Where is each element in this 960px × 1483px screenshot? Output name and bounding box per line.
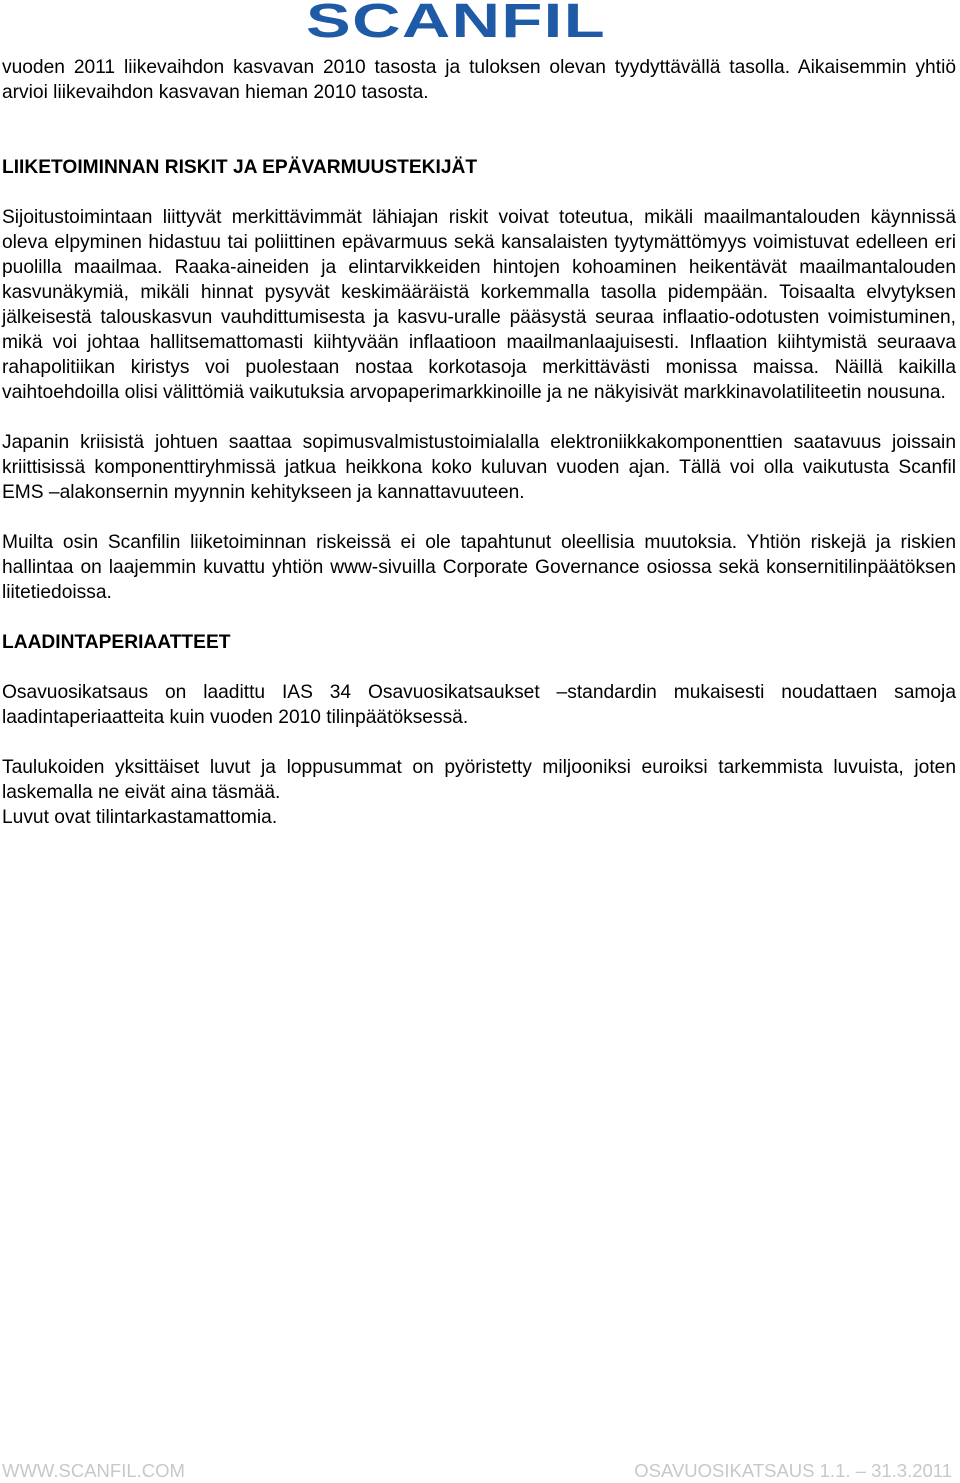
intro-paragraph: vuoden 2011 liikevaihdon kasvavan 2010 tasosta ja tuloksen olevan tyydyttävällä tasolla. Aikaisemmin yhtiö arvioi liikevaihdon kasvavan hieman 2010 tasosta. <box>2 57 956 103</box>
footer-website: WWW.SCANFIL.COM <box>2 1460 185 1481</box>
principles-paragraph-2: Taulukoiden yksittäiset luvut ja loppusummat on pyöristetty miljooniksi euroiksi tarkemmista luvuista, joten laskemalla ne eivät aina täsmää. <box>2 757 956 803</box>
principles-paragraph-3: Luvut ovat tilintarkastamattomia. <box>2 807 278 828</box>
risks-paragraph-2: Japanin kriisistä johtuen saattaa sopimusvalmistustoimialalla elektroniikkakomponenttien saatavuus joissain kriittisissä komponenttiryhmissä jatkua heikkona koko kuluvan vuoden ajan. Tällä voi olla vaikutusta Scanfil EMS –alakonsernin myynnin kehitykseen ja kannattavuuteen. <box>2 432 956 503</box>
svg-text:SCANFIL: SCANFIL <box>306 0 606 40</box>
risks-heading: LIIKETOIMINNAN RISKIT JA EPÄVARMUUSTEKIJÄT <box>2 157 478 178</box>
principles-heading: LAADINTAPERIAATTEET <box>2 632 231 653</box>
document-body <box>2 55 956 830</box>
principles-paragraph-1: Osavuosikatsaus on laadittu IAS 34 Osavuosikatsaukset –standardin mukaisesti noudattaen samoja laadintaperiaatteita kuin vuoden 2010 tilinpäätöksessä. <box>2 682 956 728</box>
risks-paragraph-1: Sijoitustoimintaan liittyvät merkittävimmät lähiajan riskit voivat toteutua, mikäli maailmantalouden käynnissä oleva elpyminen hidastuu tai poliittinen epävarmuus sekä kansalaisten tyytymättömyys voimistuvat edelleen eri puolilla maailmaa. Raaka-aineiden ja elintarvikkeiden hintojen kohoaminen heikentävät maailmantalouden kasvunäkymiä, mikäli hinnat pysyvät keskimääräistä korkemmalla tasolla pidempään. Toisaalta elvytyksen jälkeisestä talouskasvun vauhdittumisesta ja kasvu-uralle pääsystä seuraa inflaatio-odotusten voimistuminen, mikä voi johtaa hallitsemattomasti kiihtyvään inflaatioon maailmanlaajuisesti. Inflaation kiihtymistä seuraava rahapolitiikan kiristys voi puolestaan nostaa korkotasoja merkittävästi monissa maissa. Näillä kaikilla vaihtoehdoilla olisi välittömiä vaikutuksia arvopaperimarkkinoille ja ne näkyisivät markkinavolatiliteetin nousuna. <box>2 207 956 403</box>
scanfil-logo <box>305 0 607 40</box>
footer-report-title: OSAVUOSIKATSAUS 1.1. – 31.3.2011 <box>634 1460 952 1481</box>
risks-paragraph-3: Muilta osin Scanfilin liiketoiminnan riskeissä ei ole tapahtunut oleellisia muutoksia. Yhtiön riskejä ja riskien hallintaa on laajemmin kuvattu yhtiön www-sivuilla Corporate Governance osiossa sekä konsernitilinpäätöksen liitetiedoissa. <box>2 532 956 603</box>
